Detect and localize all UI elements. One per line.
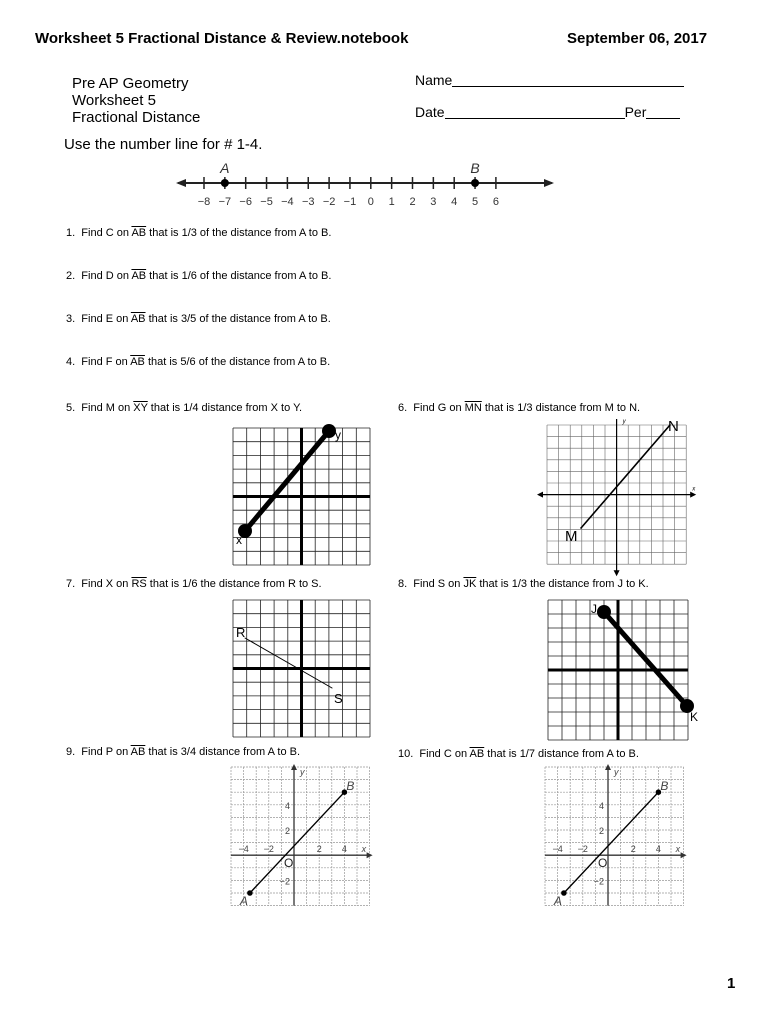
y-axis-label: y — [622, 419, 626, 425]
number-line-tick-label: −3 — [301, 196, 315, 208]
question-text: Find E on — [81, 313, 131, 325]
question-number: 3. — [66, 313, 82, 325]
number-line-tick-label: 3 — [430, 196, 437, 208]
segment-name: $\overline{AB}$ — [130, 313, 146, 325]
y-tick-label: −2 — [593, 876, 604, 887]
graph-7 — [233, 600, 370, 737]
x-tick-label: −4 — [552, 844, 563, 855]
x-tick-label: −2 — [577, 844, 588, 855]
y-axis-label: y — [614, 767, 619, 777]
graph-5 — [233, 424, 370, 565]
question-number: 4. — [66, 356, 82, 368]
topic-name: Fractional Distance — [72, 109, 201, 126]
question-text: Find P on — [81, 746, 131, 758]
segment-name: $\overline{MN}$ — [464, 402, 482, 414]
y-tick-label: 4 — [284, 800, 290, 811]
number-line-tick-label: −8 — [197, 196, 211, 208]
origin-label: O — [284, 856, 294, 871]
number-line-tick-label: 1 — [388, 196, 395, 208]
point-r-label: R — [236, 625, 246, 640]
point-b-label: B — [346, 779, 355, 794]
question-text: that is 3/4 distance from A to B. — [145, 746, 301, 758]
point-m-label: M — [565, 528, 578, 545]
graph-6 — [537, 418, 696, 576]
point-j-dot — [597, 605, 611, 619]
question-text: Find F on — [81, 356, 131, 368]
graph-10 — [545, 764, 687, 908]
segment-xy — [245, 431, 329, 531]
y-tick-label: 2 — [284, 826, 290, 836]
segment-name: $\overline{AB}$ — [130, 746, 146, 758]
point-y-dot — [322, 424, 336, 438]
question-text: that is 1/6 the distance from R to S. — [146, 578, 322, 590]
point-a-label: A — [220, 160, 230, 176]
question-number: 1. — [66, 227, 82, 239]
number-line-tick-label: 4 — [451, 196, 458, 208]
segment-jk — [604, 612, 687, 706]
question-text: Find S on — [413, 578, 464, 590]
number-line-tick-label: −5 — [260, 196, 273, 208]
segment-rs — [245, 638, 332, 688]
y-tick-label: 2 — [598, 826, 604, 836]
x-tick-label: 2 — [630, 844, 636, 855]
question-text: Find G on — [413, 402, 465, 414]
question-text: that is 5/6 of the distance from A to B. — [144, 356, 331, 368]
question-number: 7. — [66, 578, 82, 590]
point-y-label: y — [335, 428, 341, 442]
x-tick-label: 4 — [655, 844, 661, 855]
question-number: 10. — [398, 748, 420, 760]
x-axis-label: x — [675, 844, 681, 855]
y-axis-label: y — [300, 767, 305, 777]
question-text: that is 1/3 the distance from J to K. — [476, 578, 649, 590]
segment-name: $\overline{AB}$ — [469, 748, 485, 760]
y-tick-label: −2 — [279, 876, 290, 887]
segment-mn — [581, 425, 670, 528]
number-line-tick-label: 6 — [492, 196, 499, 208]
notebook-title: Worksheet 5 Fractional Distance & Review.notebook — [35, 30, 409, 47]
question-text: Find C on — [81, 227, 132, 239]
question-text: that is 3/5 of the distance from A to B. — [145, 313, 331, 325]
point-x-label: x — [236, 533, 242, 547]
question-number: 5. — [66, 402, 82, 414]
question-number: 9. — [66, 746, 82, 758]
origin-label: O — [598, 856, 608, 871]
number-line-tick-label: −1 — [343, 196, 357, 208]
point-a-label: A — [553, 894, 562, 908]
number-line-tick-label: −4 — [281, 196, 294, 208]
question-text: that is 1/3 of the distance from A to B. — [146, 227, 332, 239]
point-n-label: N — [668, 418, 679, 435]
point-a-dot — [561, 890, 567, 896]
number-line-tick-label: 5 — [471, 196, 479, 208]
x-axis-label: x — [361, 844, 367, 855]
question-text: Find D on — [81, 270, 132, 282]
question-text: that is 1/7 distance from A to B. — [484, 748, 639, 760]
segment-name: $\overline{AB}$ — [131, 270, 147, 282]
question-text: Find C on — [419, 748, 470, 760]
x-tick-label: 2 — [316, 844, 322, 855]
question-text: Find X on — [81, 578, 132, 590]
name-label: Name — [415, 72, 453, 88]
point-s-label: S — [334, 691, 343, 706]
number-line-tick-label: −7 — [218, 196, 232, 208]
point-b-label: B — [470, 160, 480, 176]
point-b-label: B — [660, 779, 669, 794]
x-tick-label: −4 — [238, 844, 249, 855]
worksheet-name: Worksheet 5 — [72, 92, 156, 109]
question-text: that is 1/3 distance from M to N. — [481, 402, 641, 414]
number-line-tick-label: 0 — [367, 196, 374, 208]
x-axis-label: x — [692, 486, 696, 493]
page-number: 1 — [727, 975, 736, 992]
graph-8 — [548, 600, 698, 740]
number-line-tick-label: −6 — [239, 196, 252, 208]
segment-name: $\overline{AB}$ — [131, 227, 147, 239]
y-tick-label: 4 — [598, 800, 604, 811]
graph-9 — [231, 764, 373, 908]
question-number: 8. — [398, 578, 414, 590]
point-k-label: K — [690, 710, 699, 724]
x-tick-label: −2 — [263, 844, 274, 855]
segment-name: $\overline{JK}$ — [463, 578, 477, 590]
segment-name: $\overline{RS}$ — [131, 578, 147, 590]
number-line-tick-label: 2 — [409, 196, 416, 208]
question-number: 6. — [398, 402, 414, 414]
course-name: Pre AP Geometry — [72, 75, 189, 92]
segment-name: $\overline{AB}$ — [130, 356, 145, 368]
x-tick-label: 4 — [341, 844, 347, 855]
point-a-label: A — [239, 894, 248, 908]
question-text: that is 1/6 of the distance from A to B. — [146, 270, 332, 282]
question-number: 2. — [66, 270, 82, 282]
question-text: that is 1/4 distance from X to Y. — [147, 402, 303, 414]
date-label: Date — [415, 104, 445, 120]
point-a-dot — [247, 890, 253, 896]
number-line-tick-label: −2 — [322, 196, 336, 208]
header-date: September 06, 2017 — [567, 30, 708, 47]
point-j-label: J — [591, 602, 597, 616]
segment-name: $\overline{XY}$ — [133, 402, 148, 414]
per-label: Per — [624, 104, 647, 120]
arrow-left-icon — [537, 492, 543, 498]
question-text: Find M on — [81, 402, 134, 414]
instruction: Use the number line for # 1-4. — [64, 136, 263, 153]
arrow-down-icon — [614, 570, 620, 576]
